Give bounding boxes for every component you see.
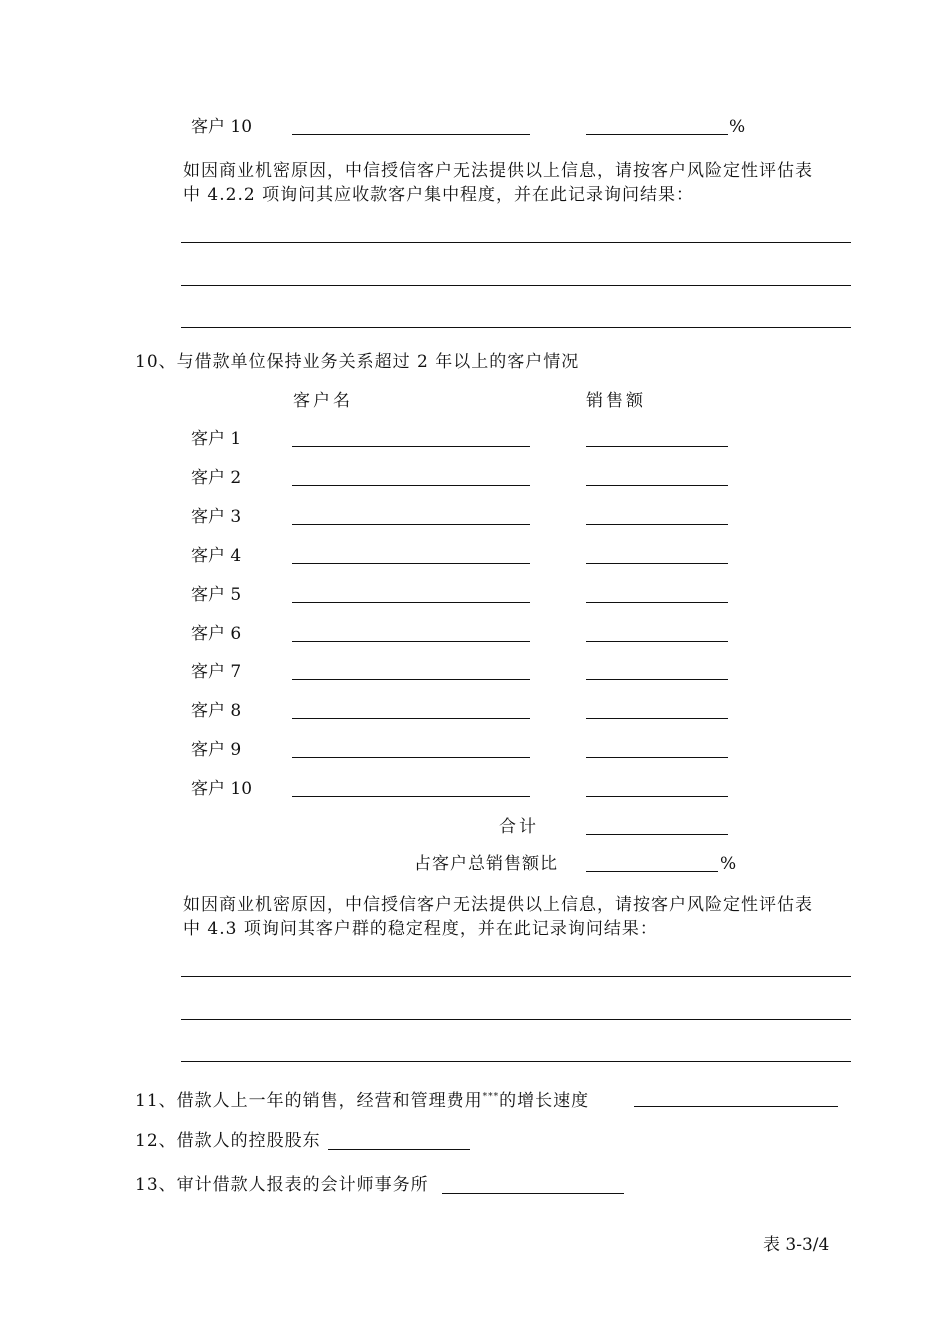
note-2-paragraph <box>183 893 855 941</box>
question-13-title: 13、审计借款人报表的会计师事务所 <box>135 1175 429 1195</box>
customer-label: 客户 5 <box>191 585 242 605</box>
note-1-line-1: 如因商业机密原因，中信授信客户无法提供以上信息，请按客户风险定性评估表 <box>183 161 813 181</box>
customer-name-field[interactable] <box>292 485 530 486</box>
customer-sales-field[interactable] <box>586 796 728 797</box>
customer-name-field[interactable] <box>292 718 530 719</box>
note-1-answer-line-3[interactable] <box>181 327 851 328</box>
customer-label: 客户 8 <box>191 701 242 721</box>
customer-name-field[interactable] <box>292 602 530 603</box>
customer-sales-field[interactable] <box>586 602 728 603</box>
question-11-title-text: 11、借款人上一年的销售，经营和管理费用 <box>135 1091 483 1111</box>
customer-label: 客户 1 <box>191 429 242 449</box>
customer-sales-field[interactable] <box>586 524 728 525</box>
note-2-line-1: 如因商业机密原因，中信授信客户无法提供以上信息，请按客户风险定性评估表 <box>183 895 813 915</box>
customer-label: 客户 9 <box>191 740 242 760</box>
note-2-answer-line-3[interactable] <box>181 1061 851 1062</box>
customer-name-field[interactable] <box>292 446 530 447</box>
question-12-answer-field[interactable] <box>328 1149 470 1150</box>
total-label: 合计 <box>499 817 539 837</box>
customer-name-field[interactable] <box>292 641 530 642</box>
question-13-answer-field[interactable] <box>442 1193 624 1194</box>
customer-name-field[interactable] <box>292 679 530 680</box>
customer-sales-field[interactable] <box>586 679 728 680</box>
customer-label: 客户 10 <box>191 779 253 799</box>
customer-label: 客户 2 <box>191 468 242 488</box>
note-2-answer-line-2[interactable] <box>181 1019 851 1020</box>
note-1-answer-line-1[interactable] <box>181 242 851 243</box>
column-header-customer-name: 客户名 <box>293 391 353 411</box>
column-header-sales: 销售额 <box>586 391 646 411</box>
customer-10-percent-field-top[interactable] <box>586 134 728 135</box>
customer-name-field[interactable] <box>292 796 530 797</box>
note-1-line-2: 中 4.2.2 项询问其应收款客户集中程度，并在此记录询问结果： <box>183 185 695 205</box>
sales-ratio-field[interactable] <box>586 871 718 872</box>
sales-ratio-label: 占客户总销售额比 <box>414 854 558 874</box>
question-12-title: 12、借款人的控股股东 <box>135 1131 321 1151</box>
customer-sales-field[interactable] <box>586 446 728 447</box>
question-11-title-end: 的增长速度 <box>499 1091 590 1111</box>
percent-sign-ratio: % <box>720 854 737 874</box>
customer-label: 客户 3 <box>191 507 242 527</box>
customer-name-field[interactable] <box>292 524 530 525</box>
note-1-paragraph <box>183 159 855 207</box>
customer-name-field[interactable] <box>292 757 530 758</box>
customer-label: 客户 7 <box>191 662 242 682</box>
customer-sales-field[interactable] <box>586 757 728 758</box>
customer-label: 客户 6 <box>191 624 242 644</box>
percent-sign-top: % <box>729 117 746 137</box>
footnote-marker: *** <box>482 1092 500 1102</box>
customer-sales-field[interactable] <box>586 485 728 486</box>
customer-10-name-field-top[interactable] <box>292 134 530 135</box>
note-2-line-2: 中 4.3 项询问其客户群的稳定程度，并在此记录询问结果： <box>183 919 658 939</box>
note-1-answer-line-2[interactable] <box>181 285 851 286</box>
question-11-answer-field[interactable] <box>634 1106 838 1107</box>
total-sales-field[interactable] <box>586 834 728 835</box>
customer-10-label-top: 客户 10 <box>191 117 253 137</box>
customer-sales-field[interactable] <box>586 718 728 719</box>
question-11-title <box>135 1087 589 1111</box>
customer-sales-field[interactable] <box>586 641 728 642</box>
question-10-title: 10、与借款单位保持业务关系超过 2 年以上的客户情况 <box>135 352 580 372</box>
customer-sales-field[interactable] <box>586 563 728 564</box>
customer-label: 客户 4 <box>191 546 242 566</box>
note-2-answer-line-1[interactable] <box>181 976 851 977</box>
customer-name-field[interactable] <box>292 563 530 564</box>
page-number: 表 3-3/4 <box>763 1235 830 1255</box>
